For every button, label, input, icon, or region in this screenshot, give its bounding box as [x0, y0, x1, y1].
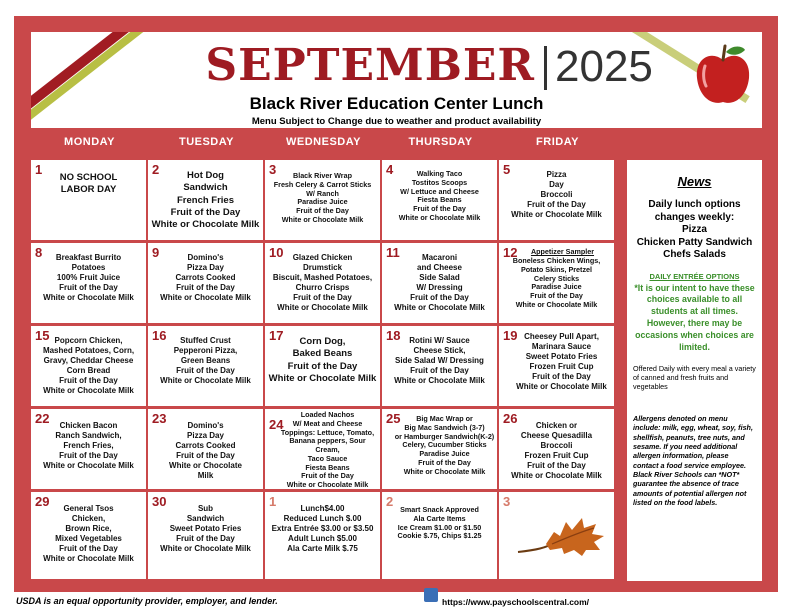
payschools-icon — [424, 588, 438, 602]
day-number: 17 — [269, 328, 284, 343]
day-cell — [148, 326, 265, 408]
menu-text: Domino's Pizza Day Carrots Cooked Fruit of the Day White or Chocolate Milk — [160, 253, 251, 302]
menu-text: Cheesey Pull Apart, Marinara Sauce Sweet Potato Fries Frozen Fruit Cup Fruit of the Day White or Chocolate Milk — [516, 332, 607, 391]
day-number: 8 — [35, 245, 43, 260]
news-panel — [627, 160, 762, 581]
day-number: 29 — [35, 494, 50, 509]
day-cell — [148, 160, 265, 242]
day-cell — [499, 160, 616, 242]
day-cell — [31, 243, 148, 325]
day-cell — [31, 326, 148, 408]
menu-heading: Appetizer Sampler — [530, 247, 595, 256]
daily-entree-heading: DAILY ENTRÉE OPTIONS — [649, 271, 740, 281]
menu-text: Loaded Nachos W/ Meat and Cheese Toppings: Lettuce, Tomato, Banana peppers, Sour Cream, Taco Sauce Fiesta Beans Fruit of the Day White or Chocolate Milk — [280, 410, 375, 490]
weekday-label: FRIDAY — [536, 136, 579, 148]
menu-text: Sub Sandwich Sweet Potato Fries Fruit of the Day White or Chocolate Milk — [160, 504, 251, 553]
menu-text: Stuffed Crust Pepperoni Pizza, Green Beans Fruit of the Day White or Chocolate Milk — [160, 336, 251, 385]
day-number: 1 — [269, 494, 277, 509]
day-number: 24 — [269, 417, 284, 432]
day-number: 12 — [503, 245, 518, 260]
day-number: 3 — [503, 494, 511, 509]
weekday-label: TUESDAY — [178, 136, 235, 148]
day-number: 16 — [152, 328, 167, 343]
menu-text: General Tsos Chicken, Brown Rice, Mixed Vegetables Fruit of the Day White or Chocolate Milk — [43, 504, 134, 563]
day-cell — [265, 243, 382, 325]
menu-text: Big Mac Wrap or Big Mac Sandwich (3-7) or Hamburger Sandwich(K-2) Celery, Cucumber Sticks Paradise Juice Fruit of the Day White or Chocolate Milk — [394, 414, 495, 476]
weekday-header-row — [31, 136, 616, 152]
header — [31, 32, 762, 128]
day-number: 5 — [503, 162, 511, 177]
menu-text: Hot Dog Sandwich French Fries Fruit of the Day White or Chocolate Milk — [151, 170, 260, 231]
intent-note: *It is our intent to have these choices available to all students at all times. However, there may be occasions when choices are limited. — [634, 282, 755, 352]
menu-disclaimer: Menu Subject to Change due to weather and product availability — [251, 116, 542, 127]
day-cell — [499, 326, 616, 408]
menu-text: Walking Taco Tostitos Scoops W/ Lettuce and Cheese Fiesta Beans Fruit of the Day White or Chocolate Milk — [398, 169, 481, 222]
news-title: News — [677, 174, 712, 189]
day-cell — [148, 409, 265, 491]
day-number: 26 — [503, 411, 518, 426]
day-cell — [265, 492, 382, 581]
day-cell — [265, 160, 382, 242]
title-month: SEPTEMBER — [205, 40, 535, 91]
day-number: 23 — [152, 411, 167, 426]
payschools-link[interactable]: https://www.payschoolscentral.com/ — [442, 597, 590, 607]
day-number: 15 — [35, 328, 50, 343]
weekday-label: MONDAY — [64, 136, 115, 148]
allergen-note: Allergens denoted on menu include: milk, egg, wheat, soy, fish, shellfish, peanuts, tree nuts, and sesame. If you need additional allergen information, please contact a food service employee. Black River Schools can *NOT* guarantee the absence of trace amounts of potential allergen not listed on the food labels. — [633, 413, 753, 508]
daily-options: Daily lunch options changes weekly: Pizza Chicken Patty Sandwich Chefs Salads — [636, 199, 753, 260]
day-number: 11 — [386, 245, 400, 260]
autumn-leaf-icon — [516, 512, 608, 558]
title-year: 2025 — [555, 42, 653, 91]
offered-daily-note: Offered Daily with every meal a variety of canned and fresh fruits and vegetables — [633, 363, 756, 392]
menu-text: Corn Dog, Baked Beans Fruit of the Day White or Chocolate Milk — [268, 336, 377, 385]
menu-text: Boneless Chicken Wings, Potato Skins, Pretzel Celery Sticks Paradise Juice Fruit of the Day White or Chocolate Milk — [512, 256, 601, 309]
menu-text: Lunch$4.00 Reduced Lunch $.00 Extra Entrée $3.00 or $3.50 Adult Lunch $5.00 Ala Carte Milk $.75 — [271, 504, 374, 553]
menu-text: Chicken or Cheese Quesadilla Broccoli Frozen Fruit Cup Fruit of the Day White or Chocolate Milk — [511, 421, 602, 480]
day-number: 3 — [269, 162, 277, 177]
day-cell — [499, 409, 616, 491]
title-divider — [544, 46, 547, 90]
menu-text: NO SCHOOL LABOR DAY — [59, 172, 118, 196]
menu-text: Rotini W/ Sauce Cheese Stick, Side Salad W/ Dressing Fruit of the Day White or Chocolate Milk — [394, 336, 485, 385]
page-subtitle: Black River Education Center Lunch — [249, 94, 544, 113]
day-number: 18 — [386, 328, 401, 343]
equal-opportunity-statement: USDA is an equal opportunity provider, employer, and lender. — [16, 596, 278, 606]
menu-text: Black River Wrap Fresh Celery & Carrot Sticks W/ Ranch Paradise Juice Fruit of the Day White or Chocolate Milk — [273, 171, 372, 224]
day-number: 19 — [503, 328, 518, 343]
menu-text: Macaroni and Cheese Side Salad W/ Dressing Fruit of the Day White or Chocolate Milk — [394, 253, 485, 312]
day-cell — [382, 160, 499, 242]
menu-text: Breakfast Burrito Potatoes 100% Fruit Juice Fruit of the Day White or Chocolate Milk — [43, 253, 134, 302]
day-cell — [382, 243, 499, 325]
day-cell — [265, 409, 382, 491]
menu-text: Pizza Day Broccoli Fruit of the Day White or Chocolate Milk — [511, 170, 602, 219]
weekday-label: WEDNESDAY — [286, 136, 361, 148]
day-number: 2 — [152, 162, 160, 177]
day-number: 4 — [386, 162, 394, 177]
day-number: 22 — [35, 411, 50, 426]
day-cell — [382, 326, 499, 408]
day-cell — [148, 492, 265, 581]
day-cell — [499, 243, 616, 325]
weekday-label: THURSDAY — [408, 136, 473, 148]
day-number: 30 — [152, 494, 167, 509]
menu-text: Popcorn Chicken, Mashed Potatoes, Corn, Gravy, Cheddar Cheese Corn Bread Fruit of the Day White or Chocolate Milk — [42, 336, 135, 395]
day-number: 1 — [35, 162, 43, 177]
day-number: 9 — [152, 245, 160, 260]
day-cell — [31, 160, 148, 242]
day-number: 25 — [386, 411, 401, 426]
day-cell — [148, 243, 265, 325]
menu-text: Glazed Chicken Drumstick Biscuit, Mashed Potatoes, Churro Crisps Fruit of the Day White or Chocolate Milk — [272, 253, 373, 312]
day-cell — [31, 492, 148, 581]
menu-text: Chicken Bacon Ranch Sandwich, French Fries, Fruit of the Day White or Chocolate Milk — [43, 421, 134, 470]
day-cell — [382, 492, 499, 581]
day-cell — [265, 326, 382, 408]
day-cell — [31, 409, 148, 491]
menu-text: Domino's Pizza Day Carrots Cooked Fruit of the Day White or Chocolate Milk — [169, 421, 242, 480]
menu-text: Smart Snack Approved Ala Carte Items Ice Cream $1.00 or $1.50 Cookie $.75, Chips $1.25 — [397, 505, 482, 541]
day-number: 10 — [269, 245, 284, 260]
day-cell — [382, 409, 499, 491]
day-number: 2 — [386, 494, 394, 509]
